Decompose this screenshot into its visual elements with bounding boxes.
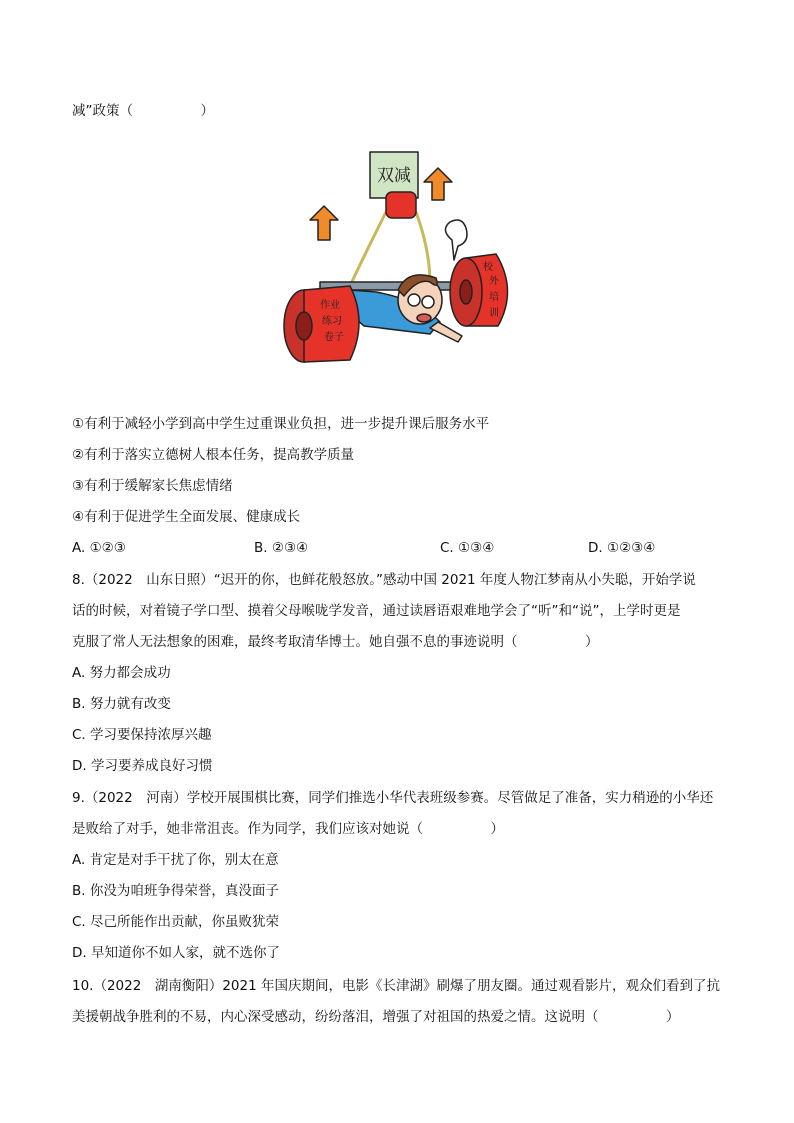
q7-option-b[interactable]: B. ②③④ [254,540,309,556]
q7-statement-2: ②有利于落实立德树人根本任务，提高教学质量 [72,447,355,463]
q7-option-a[interactable]: A. ①②③ [72,540,126,556]
q7-options [72,538,712,558]
double-reduction-illustration [280,150,520,370]
q8-stem-line-3: 克服了常人无法想象的困难，最终考取清华博士。她自强不息的事迹说明（ ） [72,634,599,650]
q9-option-b[interactable]: B. 你没为咱班争得荣誉，真没面子 [72,883,279,899]
q9-option-c[interactable]: C. 尽己所能作出贡献，你虽败犹荣 [72,914,280,930]
q8-stem-line-1: 8.（2022 山东日照）“迟开的你，也鲜花般怒放。”感动中国 2021 年度人物江梦南从小失聪，开始学说 [72,572,696,588]
q8-option-b[interactable]: B. 努力就有改变 [72,696,171,712]
up-arrow-icon [424,168,452,200]
right-weight-text: 校 [483,262,493,273]
q7-statement-3: ③有利于缓解家长焦虑情绪 [72,478,233,494]
left-weight-text: 作业 [320,300,340,311]
right-weight-text: 训 [489,308,499,319]
q9-stem-line-2: 是败给了对手，她非常沮丧。作为同学，我们应该对她说（ ） [72,821,504,837]
left-weight-text: 练习 [322,316,342,327]
red-weight [386,192,416,218]
q9-option-d[interactable]: D. 早知道你不如人家，就不选你了 [72,945,280,961]
right-weight-text: 培 [489,292,499,303]
q10-stem-line-2: 美援朝战争胜利的不易，内心深受感动，纷纷落泪，增强了对祖国的热爱之情。这说明（ ） [72,1009,680,1025]
q9-option-a[interactable]: A. 肯定是对手干扰了你，别太在意 [72,852,279,868]
q7-option-d[interactable]: D. ①②③④ [588,540,656,556]
q8-option-a[interactable]: A. 努力都会成功 [72,665,171,681]
sign-text: 双减 [377,166,411,186]
q8-option-c[interactable]: C. 学习要保持浓厚兴趣 [72,727,212,743]
q9-stem-line-1: 9.（2022 河南）学校开展围棋比赛，同学们推选小华代表班级参赛。尽管做足了准备，实力稍逊的小华还 [72,790,714,806]
q8-option-d[interactable]: D. 学习要养成良好习惯 [72,758,213,774]
q7-statement-1: ①有利于减轻小学到高中学生过重课业负担，进一步提升课后服务水平 [72,416,490,432]
previous-question-tail: 减”政策（ ） [72,103,214,119]
right-weight-text: 外 [489,276,499,287]
left-weight-text: 卷子 [324,332,344,343]
q7-option-c[interactable]: C. ①③④ [440,540,495,556]
up-arrow-icon [310,206,338,240]
q10-stem-line-1: 10.（2022 湖南衡阳）2021 年国庆期间，电影《长津湖》刷爆了朋友圈。通过观看影片，观众们看到了抗 [72,978,720,994]
q7-statement-4: ④有利于促进学生全面发展、健康成长 [72,509,301,525]
q8-stem-line-2: 话的时候，对着镜子学口型、摸着父母喉咙学发音，通过读唇语艰难地学会了“听”和“说”，上学时更是 [72,603,681,619]
